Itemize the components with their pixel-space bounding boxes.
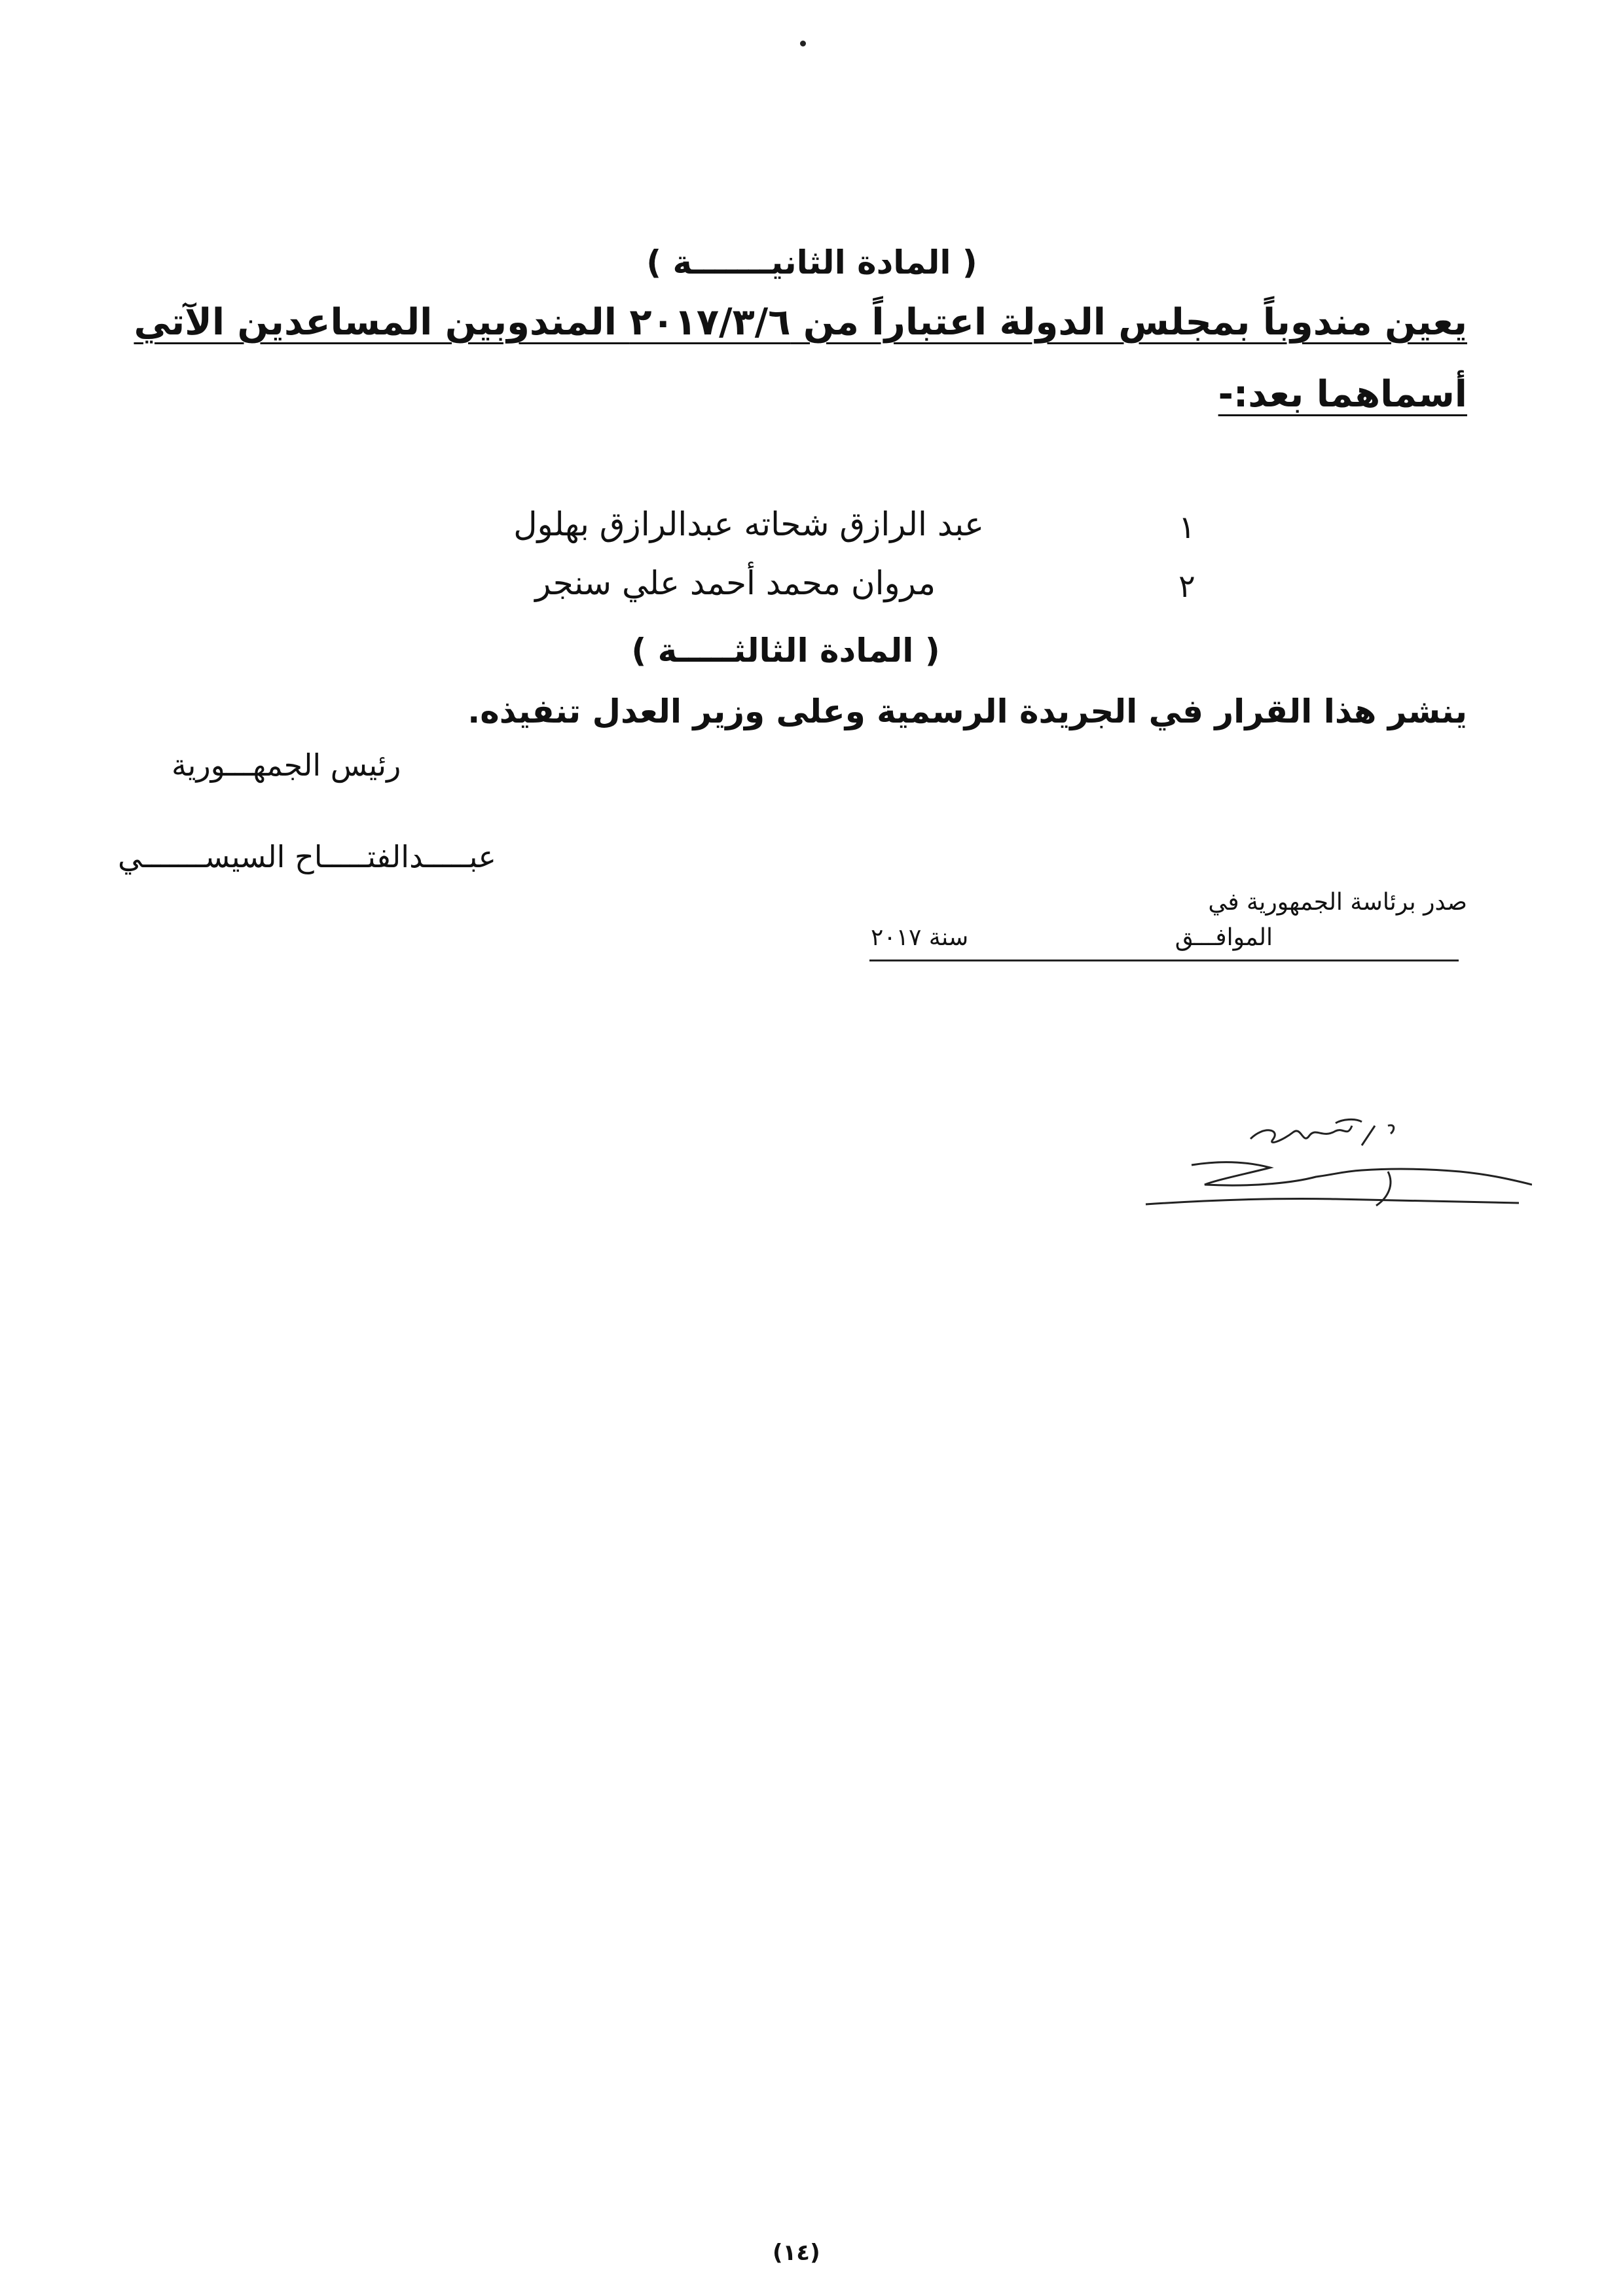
- page-mark-dot: [800, 41, 806, 46]
- article-two-line-1: يعين مندوباً بمجلس الدولة اعتباراً من ٢٠١٧/٣/٦ المندوبين المساعدين الآتي: [134, 301, 1467, 344]
- issued-year: سنة ٢٠١٧: [871, 924, 969, 951]
- president-title: رئيس الجمهـــورية: [172, 747, 401, 783]
- list-item-number: ٢: [1178, 568, 1195, 605]
- president-name: عبـــــدالفتـــــاح السيســـــــي: [118, 839, 496, 874]
- article-three-text: ينشر هذا القرار في الجريدة الرسمية وعلى وزير العدل تنفيذه.: [467, 692, 1467, 730]
- issued-line: صدر برئاسة الجمهورية في: [1208, 889, 1467, 916]
- list-item-name: مروان محمد أحمد علي سنجر: [535, 564, 936, 602]
- article-two-line-2: أسماهما بعد:-: [1218, 373, 1467, 416]
- handwritten-signature: [1139, 1100, 1532, 1217]
- list-item-name: عبد الرازق شحاته عبدالرازق بهلول: [513, 505, 984, 543]
- article-three-heading: ( المادة الثالثـــــة ): [631, 632, 940, 670]
- article-two-heading: ( المادة الثانيـــــــة ): [646, 243, 977, 281]
- issued-muwafiq: الموافـــق: [1175, 924, 1273, 951]
- list-item-number: ١: [1178, 509, 1195, 546]
- issued-underline: [869, 960, 1459, 961]
- page-number: (١٤): [773, 2240, 820, 2266]
